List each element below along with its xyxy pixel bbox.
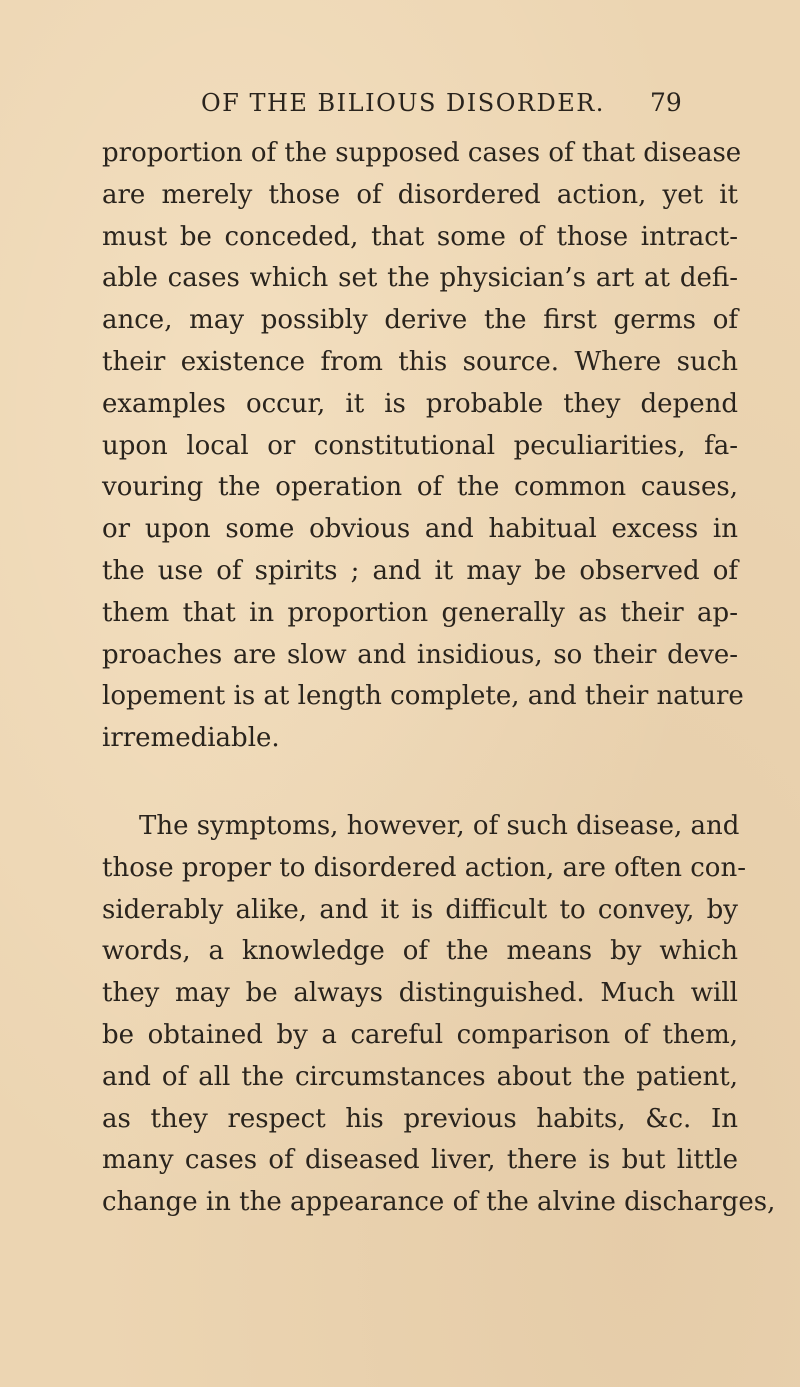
running-title: OF THE BILIOUS DISORDER.: [201, 89, 605, 117]
text-line: siderably alike, and it is difficult to convey, by: [102, 894, 738, 925]
text-line: irremediable.: [102, 723, 280, 754]
text-line: vouring the operation of the common causes,: [102, 472, 738, 503]
text-line: upon local or constitutional peculiarities, fa-: [102, 430, 738, 461]
text-line: those proper to disordered action, are often con-: [102, 852, 746, 883]
text-line: examples occur, it is probable they depend: [102, 388, 738, 419]
text-line: their existence from this source. Where such: [102, 346, 738, 377]
text-line: them that in proportion generally as their ap-: [102, 597, 738, 628]
text-line: are merely those of disordered action, yet it: [102, 179, 738, 210]
text-line: change in the appearance of the alvine discharges,: [102, 1187, 776, 1218]
page-number: 79: [650, 88, 682, 117]
text-line: lopement is at length complete, and their nature: [102, 681, 744, 712]
text-line: ance, may possibly derive the first germs of: [102, 305, 738, 336]
paragraph-2: [102, 806, 776, 1224]
text-line: the use of spirits ; and it may be observed of: [102, 555, 738, 586]
paragraph-1: [102, 133, 744, 760]
text-line: as they respect his previous habits, &c. In: [102, 1103, 738, 1134]
text-line: The symptoms, however, of such disease, and: [139, 811, 740, 841]
page-header: [0, 86, 800, 122]
text-line: or upon some obvious and habitual excess in: [102, 514, 738, 545]
text-line: be obtained by a careful comparison of them,: [102, 1019, 738, 1050]
text-line: words, a knowledge of the means by which: [102, 936, 738, 967]
text-line: they may be always distinguished. Much will: [102, 978, 738, 1009]
text-line: able cases which set the physician’s art at defi-: [102, 263, 738, 294]
text-line: must be conceded, that some of those intract-: [102, 221, 738, 252]
text-line: proportion of the supposed cases of that disease: [102, 138, 742, 168]
text-line: many cases of diseased liver, there is but little: [102, 1145, 738, 1176]
text-line: and of all the circumstances about the patient,: [102, 1061, 738, 1092]
text-line: proaches are slow and insidious, so their deve-: [102, 639, 738, 670]
